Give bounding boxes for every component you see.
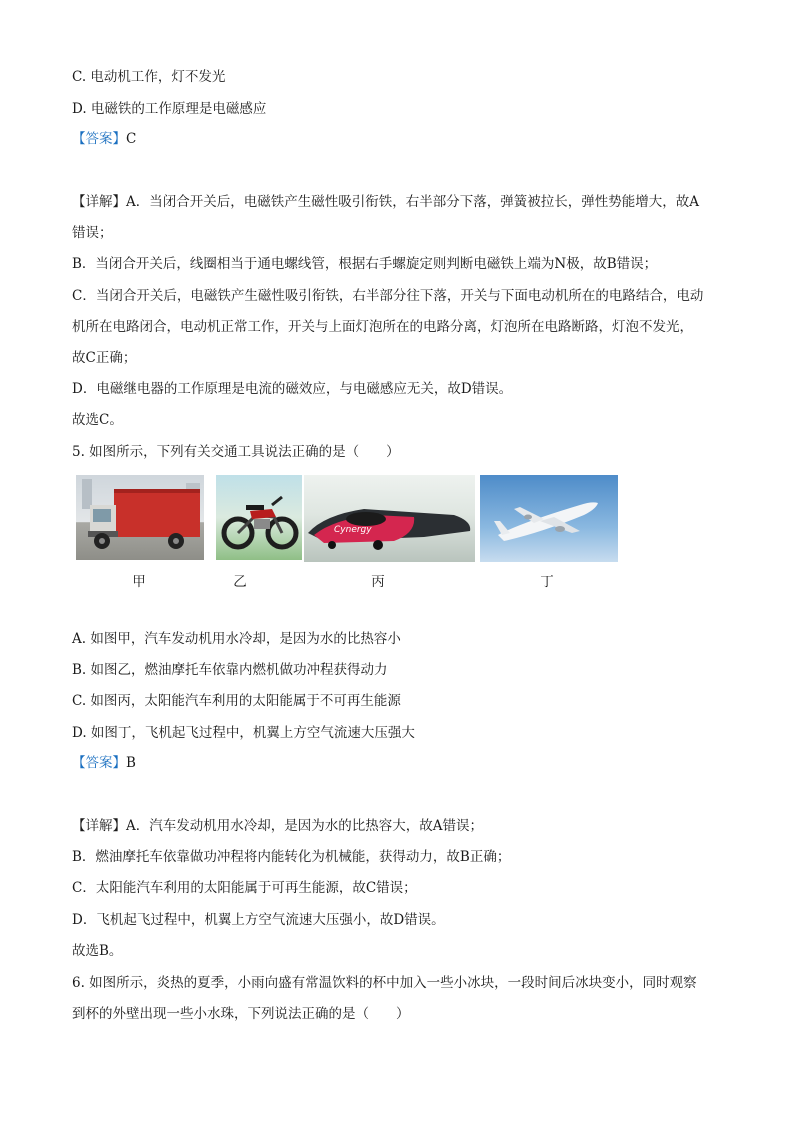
- answer-label: 【答案】: [72, 755, 126, 771]
- airplane-illustration: [480, 475, 618, 562]
- answer-value: B: [126, 755, 136, 771]
- motorcycle-illustration: [216, 475, 302, 560]
- detail-4-a2: 错误；: [72, 225, 113, 241]
- detail-4-d: D．电磁继电器的工作原理是电流的磁效应，与电磁感应无关，故D错误。: [72, 381, 513, 397]
- truck-image: [76, 475, 204, 560]
- question-5: 5. 如图所示，下列有关交通工具说法正确的是（ ）: [72, 444, 400, 460]
- option-5-b: B. 如图乙，燃油摩托车依靠内燃机做功冲程获得动力: [72, 662, 388, 678]
- question-6-line1: 6. 如图所示，炎热的夏季，小雨向盛有常温饮料的杯中加入一些小冰块，一段时间后冰块变小，同时观察: [72, 975, 697, 991]
- question-6-line2: 到杯的外壁出现一些小水珠，下列说法正确的是（ ）: [72, 1006, 410, 1022]
- option-5-a: A. 如图甲，汽车发动机用水冷却，是因为水的比热容小: [72, 631, 401, 647]
- caption-yi: 乙: [233, 574, 247, 590]
- caption-ding: 丁: [540, 574, 554, 590]
- detail-4-c2: 机所在电路闭合，电动机正常工作，开关与上面灯泡所在的电路分离，灯泡所在电路断路，灯泡不发光，: [72, 319, 693, 335]
- airplane-image: [480, 475, 618, 562]
- solar-car-illustration: [304, 475, 475, 562]
- detail-4-a1: [72, 193, 699, 211]
- detail-5-a: [72, 817, 483, 835]
- option-d-prev: D. 电磁铁的工作原理是电磁感应: [72, 101, 267, 117]
- answer-5: [72, 754, 136, 772]
- detail-4-end: 故选C。: [72, 412, 123, 428]
- detail-4-c1: C．当闭合开关后，电磁铁产生磁性吸引衔铁，右半部分往下落，开关与下面电动机所在的电路结合，电动: [72, 288, 704, 304]
- detail-5-b: B．燃油摩托车依靠做功冲程将内能转化为机械能，获得动力，故B正确；: [72, 849, 511, 865]
- detail-4-c3: 故C正确；: [72, 350, 137, 366]
- motorcycle-image: [216, 475, 302, 560]
- detail-text: A．当闭合开关后，电磁铁产生磁性吸引衔铁，右半部分下落，弹簧被拉长，弹性势能增大，故A: [126, 194, 699, 210]
- option-5-c: C. 如图丙，太阳能汽车利用的太阳能属于不可再生能源: [72, 693, 401, 709]
- detail-5-end: 故选B。: [72, 943, 123, 959]
- detail-label: 【详解】: [72, 818, 126, 834]
- caption-bing: 丙: [371, 574, 385, 590]
- solar-car-logo-text: Cynergy: [334, 525, 372, 535]
- answer-4: [72, 130, 136, 148]
- truck-illustration: [76, 475, 204, 560]
- detail-5-d: D．飞机起飞过程中，机翼上方空气流速大压强小，故D错误。: [72, 912, 445, 928]
- answer-label: 【答案】: [72, 131, 126, 147]
- caption-jia: 甲: [132, 574, 146, 590]
- option-5-d: D. 如图丁，飞机起飞过程中，机翼上方空气流速大压强大: [72, 725, 415, 741]
- solar-car-image: [304, 475, 475, 562]
- answer-value: C: [126, 131, 137, 147]
- detail-label: 【详解】: [72, 194, 126, 210]
- detail-5-c: C．太阳能汽车利用的太阳能属于可再生能源，故C错误；: [72, 880, 417, 896]
- detail-4-b: B．当闭合开关后，线圈相当于通电螺线管，根据右手螺旋定则判断电磁铁上端为N极，故B错误；: [72, 256, 658, 272]
- detail-text: A．汽车发动机用水冷却，是因为水的比热容大，故A错误；: [126, 818, 483, 834]
- option-c-prev: C. 电动机工作，灯不发光: [72, 69, 226, 85]
